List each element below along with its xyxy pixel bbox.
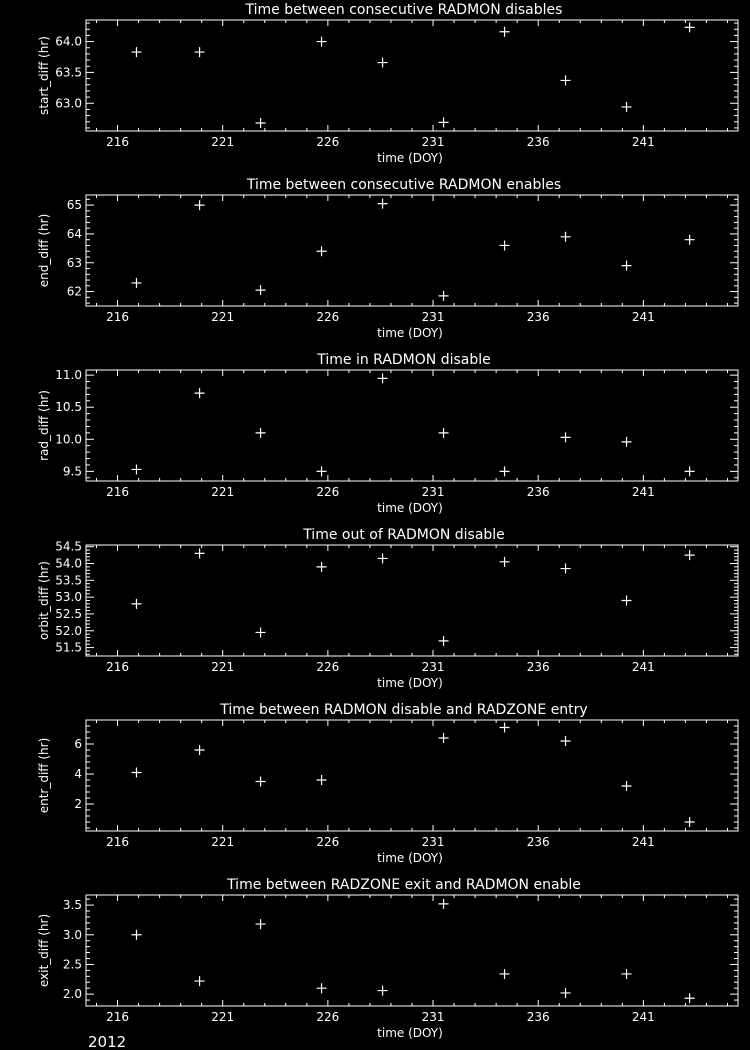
data-point: [500, 969, 510, 979]
y-tick-label: 54.0: [55, 556, 82, 571]
chart-title: Time between RADMON disable and RADZONE entry: [220, 702, 588, 718]
data-point: [256, 627, 266, 637]
data-point: [622, 781, 632, 791]
data-point: [561, 75, 571, 85]
x-tick-label: 236: [526, 1010, 550, 1024]
x-tick-label: 231: [421, 1010, 445, 1024]
data-point: [685, 817, 695, 827]
data-point: [622, 261, 632, 271]
x-tick-label: 221: [211, 310, 235, 324]
chart-title: Time in RADMON disable: [317, 352, 491, 368]
data-point: [439, 636, 449, 646]
data-point: [195, 976, 205, 986]
y-tick-label: 4: [74, 767, 82, 781]
data-points: [131, 723, 750, 828]
data-point: [500, 240, 510, 250]
chart-title: Time between RADZONE exit and RADMON enable: [227, 877, 581, 893]
data-point: [317, 775, 327, 785]
data-point: [500, 557, 510, 567]
x-axis-label: time (DOY): [377, 1026, 443, 1040]
plot-frame: [86, 370, 738, 481]
x-tick-label: 216: [106, 835, 130, 849]
x-tick-label: 221: [211, 135, 235, 149]
x-tick-label: 241: [631, 835, 655, 849]
data-point: [317, 246, 327, 256]
plot-frame: [86, 895, 738, 1006]
data-point: [195, 47, 205, 57]
y-tick-label: 6: [74, 737, 82, 751]
y-axis-label: orbit_diff (hr): [37, 561, 51, 640]
chart-panel-4: [37, 527, 738, 690]
y-tick-label: 64.0: [55, 34, 82, 49]
y-tick-label: 52.5: [55, 606, 82, 621]
data-point: [378, 986, 388, 996]
x-tick-label: 231: [421, 310, 445, 324]
chart-panel-5: [37, 702, 750, 865]
x-tick-label: 241: [631, 135, 655, 149]
y-tick-label: 3.5: [62, 898, 82, 913]
x-tick-label: 226: [316, 310, 340, 324]
year-label: 2012: [88, 1033, 127, 1050]
x-tick-label: 226: [316, 135, 340, 149]
data-point: [439, 733, 449, 743]
data-points: [131, 373, 694, 476]
x-tick-label: 241: [631, 660, 655, 674]
x-tick-label: 241: [631, 1010, 655, 1024]
data-point: [131, 464, 141, 474]
x-tick-label: 231: [421, 660, 445, 674]
y-tick-label: 51.5: [55, 640, 82, 655]
x-tick-label: 236: [526, 485, 550, 499]
y-tick-label: 2.0: [62, 987, 82, 1002]
data-point: [195, 548, 205, 558]
data-points: [131, 548, 694, 645]
data-point: [439, 899, 449, 909]
y-tick-label: 53.0: [55, 590, 82, 605]
x-tick-label: 221: [211, 1010, 235, 1024]
data-points: [131, 899, 750, 1003]
chart-title: Time out of RADMON disable: [303, 527, 505, 543]
data-point: [561, 232, 571, 242]
y-tick-label: 11.0: [55, 368, 82, 383]
y-tick-label: 63: [66, 255, 82, 270]
data-point: [378, 553, 388, 563]
chart-panel-2: [37, 177, 738, 340]
data-point: [256, 777, 266, 787]
chart-title: Time between consecutive RADMON disables: [245, 2, 563, 18]
y-tick-label: 10.5: [55, 400, 82, 415]
data-point: [561, 564, 571, 574]
data-point: [622, 596, 632, 606]
x-tick-label: 231: [421, 835, 445, 849]
data-point: [256, 118, 266, 128]
x-tick-label: 221: [211, 660, 235, 674]
x-tick-label: 231: [421, 485, 445, 499]
x-tick-label: 216: [106, 1010, 130, 1024]
x-tick-label: 221: [211, 485, 235, 499]
data-point: [317, 37, 327, 47]
y-tick-label: 2.5: [62, 957, 82, 972]
x-tick-label: 231: [421, 135, 445, 149]
data-point: [317, 466, 327, 476]
data-point: [500, 723, 510, 733]
plot-frame: [86, 20, 738, 131]
x-axis-label: time (DOY): [377, 501, 443, 515]
x-tick-label: 221: [211, 835, 235, 849]
y-axis-label: entr_diff (hr): [37, 737, 51, 814]
y-axis-label: end_diff (hr): [37, 213, 51, 288]
y-tick-label: 10.0: [55, 432, 82, 447]
data-points: [131, 22, 694, 128]
x-tick-label: 241: [631, 310, 655, 324]
data-point: [131, 768, 141, 778]
data-point: [317, 562, 327, 572]
data-point: [195, 200, 205, 210]
data-point: [256, 428, 266, 438]
data-point: [685, 22, 695, 32]
data-point: [439, 428, 449, 438]
y-tick-label: 3.0: [62, 927, 82, 942]
x-tick-label: 236: [526, 135, 550, 149]
data-point: [622, 437, 632, 447]
data-point: [378, 58, 388, 68]
y-axis-label: exit_diff (hr): [37, 913, 51, 988]
plot-frame: [86, 545, 738, 656]
data-point: [131, 930, 141, 940]
x-tick-label: 241: [631, 485, 655, 499]
data-point: [561, 988, 571, 998]
chart-panel-3: [37, 352, 738, 515]
y-tick-label: 2: [74, 797, 82, 811]
chart-panel-6: [37, 877, 750, 1040]
x-tick-label: 216: [106, 310, 130, 324]
data-point: [439, 117, 449, 127]
data-point: [500, 466, 510, 476]
plot-frame: [86, 720, 738, 831]
data-point: [439, 291, 449, 301]
x-tick-label: 226: [316, 485, 340, 499]
data-point: [131, 599, 141, 609]
x-tick-label: 226: [316, 835, 340, 849]
y-tick-label: 62: [66, 284, 82, 299]
x-tick-label: 236: [526, 660, 550, 674]
data-point: [622, 969, 632, 979]
data-point: [378, 199, 388, 209]
x-axis-label: time (DOY): [377, 851, 443, 865]
y-tick-label: 63.5: [55, 65, 82, 80]
data-point: [685, 993, 695, 1003]
data-point: [685, 550, 695, 560]
data-point: [195, 745, 205, 755]
data-point: [131, 47, 141, 57]
y-axis-label: start_diff (hr): [37, 36, 51, 115]
data-point: [561, 736, 571, 746]
data-point: [195, 388, 205, 398]
y-tick-label: 53.5: [55, 573, 82, 588]
data-point: [685, 235, 695, 245]
y-axis-label: rad_diff (hr): [37, 390, 51, 461]
y-tick-label: 54.5: [55, 539, 82, 554]
x-axis-label: time (DOY): [377, 151, 443, 165]
x-axis-label: time (DOY): [377, 326, 443, 340]
chart-title: Time between consecutive RADMON enables: [246, 177, 562, 193]
data-point: [256, 919, 266, 929]
y-tick-label: 64: [66, 226, 82, 241]
data-point: [378, 373, 388, 383]
data-point: [561, 432, 571, 442]
data-point: [256, 285, 266, 295]
x-tick-label: 236: [526, 310, 550, 324]
y-tick-label: 9.5: [62, 464, 82, 479]
x-tick-label: 216: [106, 485, 130, 499]
x-tick-label: 236: [526, 835, 550, 849]
data-points: [131, 199, 694, 301]
data-point: [317, 983, 327, 993]
y-tick-label: 63.0: [55, 96, 82, 111]
data-point: [500, 27, 510, 37]
plot-frame: [86, 195, 738, 306]
x-tick-label: 216: [106, 660, 130, 674]
x-tick-label: 226: [316, 660, 340, 674]
x-tick-label: 216: [106, 135, 130, 149]
data-point: [685, 466, 695, 476]
data-point: [131, 278, 141, 288]
data-point: [622, 102, 632, 112]
x-tick-label: 226: [316, 1010, 340, 1024]
x-axis-label: time (DOY): [377, 676, 443, 690]
y-tick-label: 65: [66, 198, 82, 213]
chart-panel-1: [37, 2, 738, 165]
y-tick-label: 52.0: [55, 623, 82, 638]
